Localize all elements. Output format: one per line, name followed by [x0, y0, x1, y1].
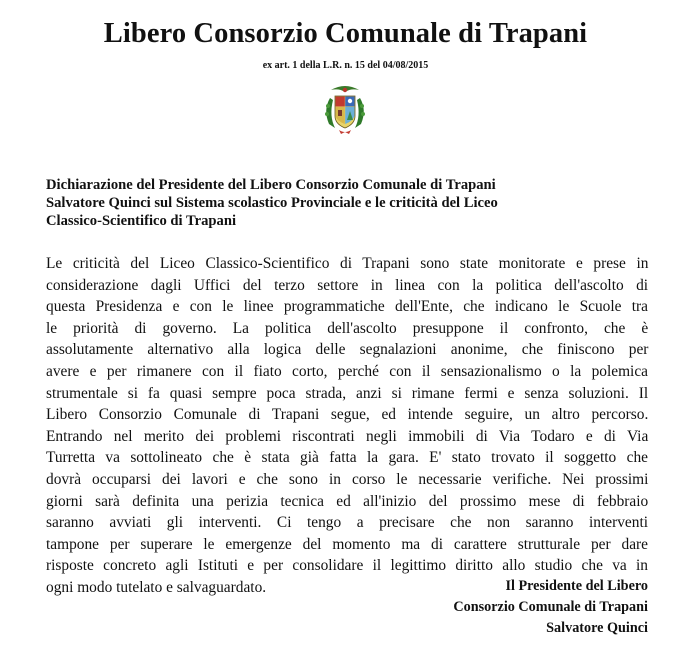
- body-line: assolutamente alternativo alla logica delle segnalazioni anonime, che finiscono per: [46, 341, 649, 359]
- signature-line: Il Presidente del Libero: [505, 578, 648, 594]
- heading-line: Salvatore Quinci sul Sistema scolastico Provinciale e le criticità del Liceo: [46, 195, 498, 211]
- document-title: Libero Consorzio Comunale di Trapani: [103, 18, 588, 49]
- declaration-body: [46, 253, 648, 599]
- body-line: Le criticità del Liceo Classico-Scientifico di Trapani sono state monitorate e prese in: [46, 255, 649, 272]
- body-line: risposte concreto agli Istituti e per consolidare il legittimo diritto allo studio che va in: [46, 557, 648, 575]
- declaration-heading: [46, 176, 646, 230]
- body-line: strumentale si fa quasi sempre poca strada, anzi si rimane fermi e senza soluzioni. Il: [46, 384, 649, 402]
- signature-block: [453, 576, 648, 639]
- coat-of-arms-icon: [321, 84, 369, 136]
- body-line: giorni sarà definita una perizia tecnica ed all'inizio del prossimo mese di febbraio: [46, 492, 649, 510]
- body-line: tampone per superare le emergenze del momento ma di carattere strutturale per dare: [46, 535, 648, 553]
- body-line: ogni modo tutelato e salvaguardato.: [46, 578, 267, 596]
- heading-line: Dichiarazione del Presidente del Libero Consorzio Comunale di Trapani: [46, 177, 496, 193]
- body-line: le priorità di governo. La politica dell'ascolto presuppone il confronto, che è: [46, 319, 649, 337]
- heading-line: Classico-Scientifico di Trapani: [46, 213, 236, 229]
- body-line: Entrando nel merito dei problemi riscontrati negli immobili di Via Todaro e di Via: [46, 427, 649, 445]
- body-line: Turretta va sottolineato che è stata già fatta la gara. E' stato trovato il soggetto che: [46, 449, 648, 467]
- body-line: Libero Consorzio Comunale di Trapani segue, ed intende seguire, un altro percorso.: [46, 406, 649, 424]
- signature-line: Consorzio Comunale di Trapani: [453, 599, 648, 615]
- body-line: considerazione dagli Uffici del terzo settore in linea con la politica dell'ascolto di: [46, 276, 649, 294]
- body-line: questa Presidenza e con le linee programmatiche dell'Ente, che indicano le Scuole tra: [46, 298, 648, 316]
- body-line: avere e per rimanere con il fiato corto, perché con il sensazionalismo o la polemica: [46, 362, 648, 380]
- body-line: saranno avviati gli interventi. Ci tengo a precisare che non saranno interventi: [46, 514, 648, 532]
- body-line: dovrà occuparsi dei lavori e che sono in corso le necessarie verifiche. Nei prossimi: [46, 470, 649, 488]
- document-subtitle: ex art. 1 della L.R. n. 15 del 04/08/2015: [262, 60, 429, 71]
- signature-line: Salvatore Quinci: [546, 620, 648, 636]
